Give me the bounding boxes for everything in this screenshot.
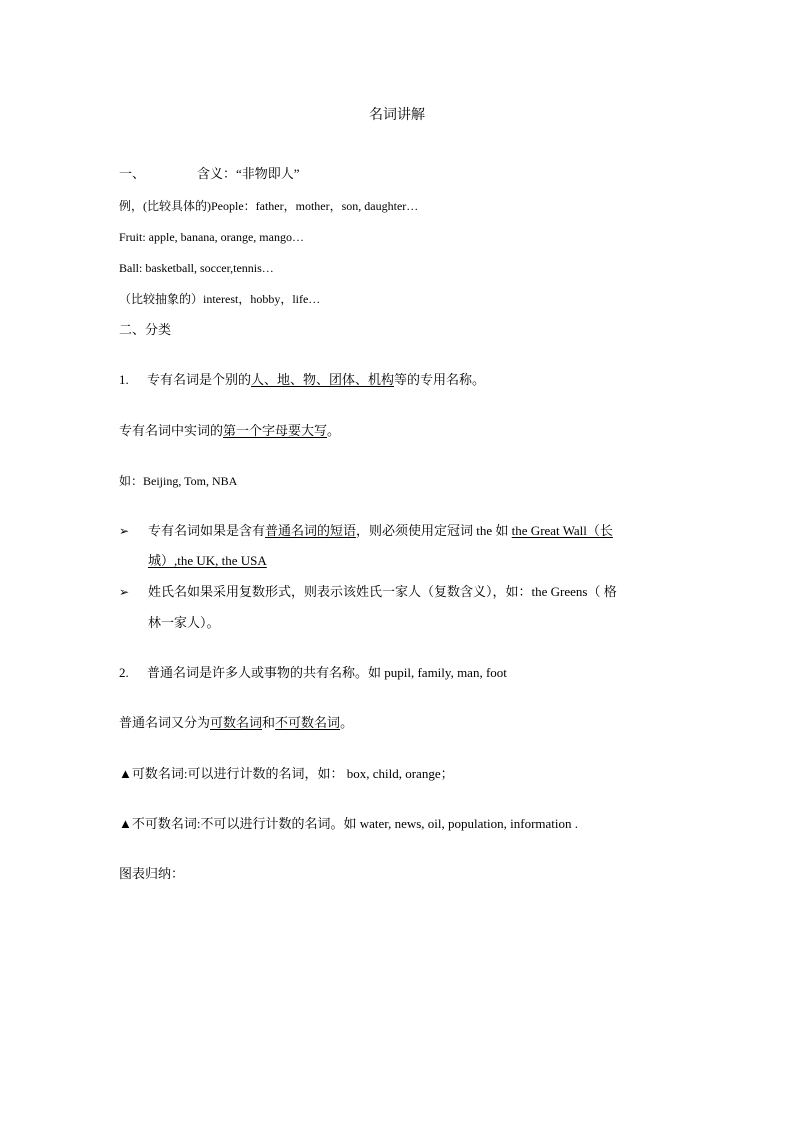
text-segment: 普通名词是许多人或事物的共有名称。如 pupil, family, man, foot (147, 665, 507, 680)
page-title: 名词讲解 (369, 108, 425, 123)
underlined-segment: the Great Wall（长 (511, 523, 613, 538)
underlined-segment: 第一个字母要大写 (223, 423, 328, 438)
bullet-phrase-rule-cont (148, 552, 267, 570)
item-number: 2. (119, 665, 129, 680)
common-noun-division (119, 714, 353, 732)
underlined-segment: 城）,the UK, the USA (148, 553, 267, 568)
underlined-segment: 普通名词的短语 (265, 523, 357, 538)
item-number: 1. (119, 372, 129, 387)
capitalization-rule (119, 422, 340, 440)
text-segment: 专有名词中实词的 (119, 423, 224, 438)
chart-summary-label: 图表归纳： (119, 866, 185, 881)
section-two-heading: 二、分类 (119, 322, 172, 337)
common-noun-definition (119, 664, 507, 682)
text-segment: 普通名词又分为 (119, 715, 211, 730)
underlined-segment: 可数名词 (210, 715, 263, 730)
text-segment: 等的专用名称。 (394, 372, 486, 387)
arrow-bullet-icon: ➢ (119, 524, 130, 538)
example-ball: Ball: basketball, soccer,tennis… (119, 261, 274, 275)
proper-noun-examples: 如：Beijing, Tom, NBA (119, 474, 238, 488)
text-segment: 专有名词是个别的 (147, 372, 252, 387)
text-segment: 专有名词如果是含有 (148, 523, 266, 538)
text-segment: 和 (262, 715, 276, 730)
proper-noun-definition (119, 371, 485, 389)
section-one-label: 一、 (119, 166, 146, 181)
text-segment: 。 (340, 715, 354, 730)
arrow-bullet-icon: ➢ (119, 585, 130, 599)
example-fruit: Fruit: apple, banana, orange, mango… (119, 230, 304, 244)
section-one-text: 含义：“非物即人” (197, 166, 300, 181)
bullet-phrase-rule (148, 522, 613, 540)
text-segment: 。 (327, 423, 341, 438)
underlined-segment: 不可数名词 (275, 715, 341, 730)
example-people: 例，(比较具体的)People：father，mother，son, daughter… (119, 199, 419, 213)
bullet-surname-rule: 姓氏名如果采用复数形式，则表示该姓氏一家人（复数含义），如：the Greens（ 格 (148, 584, 617, 599)
uncountable-noun-line: ▲不可数名词:不可以进行计数的名词。如 water, news, oil, population, information . (119, 816, 578, 831)
countable-noun-line: ▲可数名词:可以进行计数的名词，如： box, child, orange； (119, 766, 454, 781)
text-segment: ，则必须使用定冠词 the 如 (356, 523, 512, 538)
bullet-surname-rule-cont: 林一家人）。 (148, 615, 220, 630)
section-one-heading (119, 165, 300, 183)
example-abstract: （比较抽象的）interest，hobby，life… (119, 292, 321, 306)
underlined-segment: 人、地、物、团体、机构 (251, 372, 395, 387)
